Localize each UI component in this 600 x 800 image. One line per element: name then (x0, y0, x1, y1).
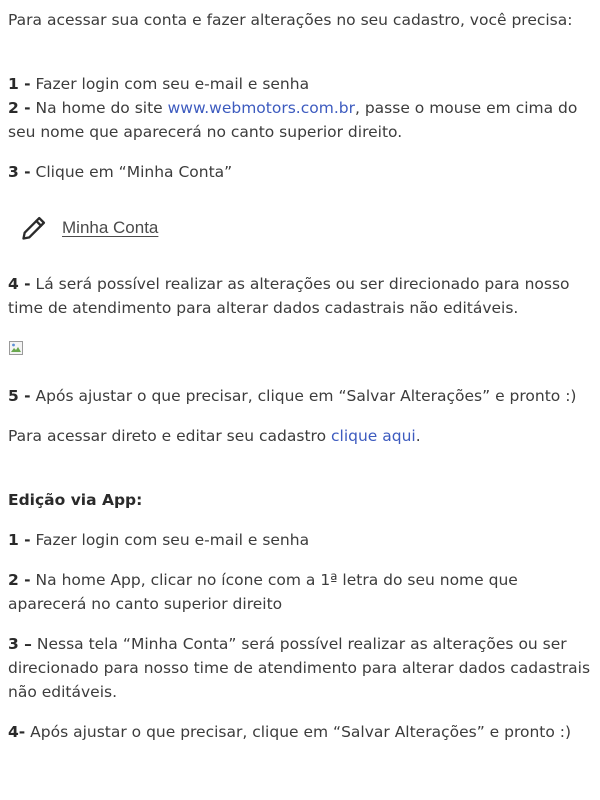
app-section-title: Edição via App: (8, 491, 143, 509)
intro-text: Para acessar sua conta e fazer alterações no seu cadastro, você precisa: (8, 11, 573, 29)
pencil-icon (20, 214, 48, 242)
broken-image-icon (8, 340, 24, 356)
app-step-1 (8, 528, 592, 552)
step-3 (8, 160, 592, 184)
app-step-3 (8, 632, 592, 704)
step-text: Clique em “Minha Conta” (30, 163, 233, 181)
step-2 (8, 96, 592, 144)
step-1 (8, 72, 592, 96)
step-text: Na home App, clicar no ícone com a 1ª letra do seu nome que aparecerá no canto superior direito (8, 571, 518, 613)
step-text: Após ajustar o que precisar, clique em “Salvar Alterações” e pronto :) (30, 387, 577, 405)
step-number: 4 - (8, 275, 31, 293)
step-5 (8, 384, 592, 408)
app-step-2 (8, 568, 592, 616)
step-text: Fazer login com seu e-mail e senha (30, 75, 310, 93)
step-text: Nessa tela “Minha Conta” será possível realizar as alterações ou ser direcionado para nosso time de atendimento para alterar dados cadastrais não editáveis. (8, 635, 591, 701)
step-text: Após ajustar o que precisar, clique em “Salvar Alterações” e pronto :) (25, 723, 572, 741)
clique-aqui-link[interactable]: clique aqui (331, 427, 416, 445)
step-4 (8, 272, 592, 320)
minha-conta-label[interactable]: Minha Conta (62, 218, 159, 237)
step-number: 5 - (8, 387, 31, 405)
webmotors-link[interactable]: www.webmotors.com.br (167, 99, 355, 117)
step-number: 2 - (8, 571, 31, 589)
direct-access-text: Para acessar direto e editar seu cadastro clique aqui. (8, 427, 421, 445)
step-number: 1 - (8, 75, 31, 93)
app-step-4 (8, 720, 592, 744)
minha-conta-button[interactable] (20, 208, 592, 248)
step-number: 4- (8, 723, 26, 741)
step-number: 3 - (8, 163, 31, 181)
step-text: , passe o mouse em cima do seu nome que aparecerá no canto superior direito. (8, 99, 578, 141)
step-number: 2 - (8, 99, 31, 117)
step-text: Fazer login com seu e-mail e senha (30, 531, 310, 549)
step-number: 3 – (8, 635, 32, 653)
step-text: Lá será possível realizar as alterações ou ser direcionado para nosso time de atendimento para alterar dados cadastrais não editáveis. (8, 275, 570, 317)
step-number: 1 - (8, 531, 31, 549)
article-body (8, 8, 592, 744)
step-text: Na home do site (30, 99, 168, 117)
